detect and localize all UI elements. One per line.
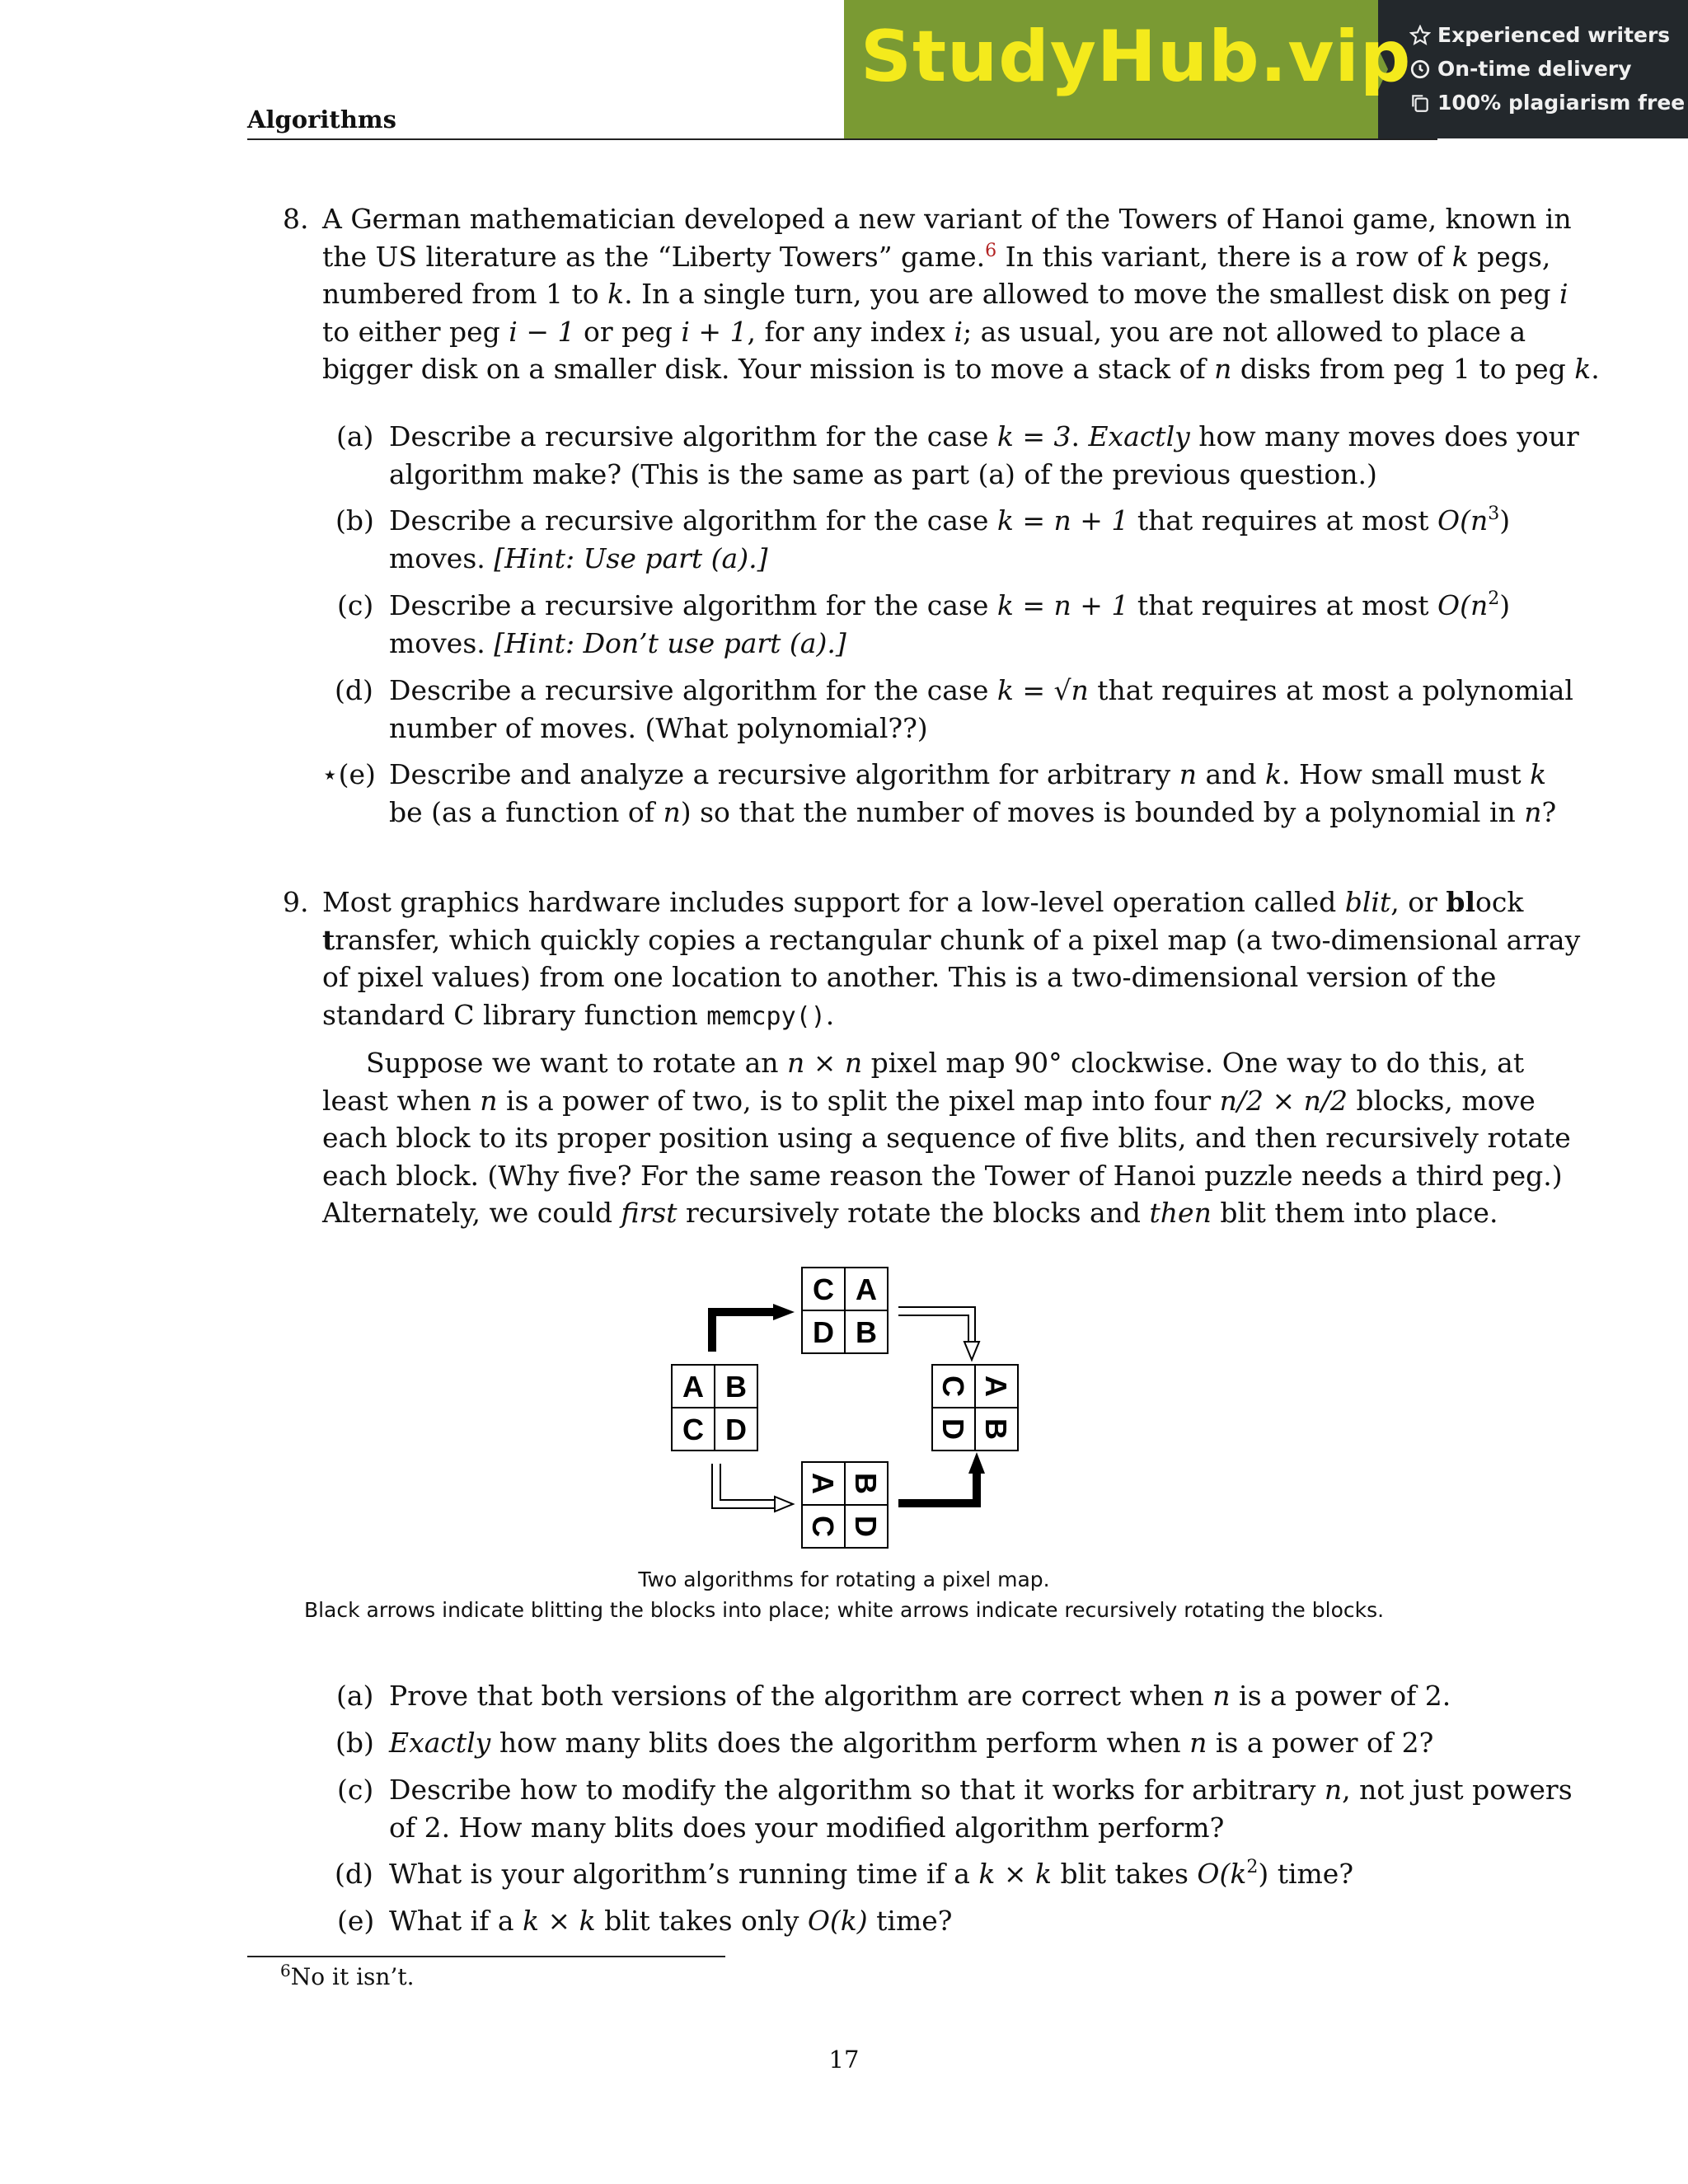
feature-label: On-time delivery [1437, 57, 1632, 81]
block-bottom [802, 1462, 888, 1548]
text-line: Alternately, we could first recursively rotate the blocks and then blit them into place. [322, 1197, 1498, 1229]
text-line: numbered from 1 to k. In a single turn, you are allowed to move the smallest disk on peg i [322, 278, 1568, 310]
feature-label: Experienced writers [1437, 23, 1671, 47]
problem-9-description [322, 1044, 1571, 1232]
white-arrow-left-to-bottom [712, 1464, 793, 1511]
problem-9-part-c [389, 1771, 1573, 1846]
feature-label: 100% plagiarism free [1437, 91, 1686, 115]
studyhub-banner[interactable] [844, 0, 1688, 138]
footnote [280, 1963, 415, 1990]
block-cell: C [682, 1413, 704, 1446]
text-line: moves. [Hint: Don’t use part (a).] [389, 626, 846, 659]
text-line: A German mathematician developed a new variant of the Towers of Hanoi game, known in [322, 203, 1572, 235]
text-line: to either peg i − 1 or peg i + 1, for any index i; as usual, you are not allowed to place a [322, 315, 1526, 348]
block-cell: B [725, 1370, 747, 1404]
text-line: Describe and analyze a recursive algorithm for arbitrary n and k. How small must k [389, 758, 1547, 790]
block-cell: B [979, 1418, 1013, 1440]
text-line: Describe a recursive algorithm for the case k = n + 1 that requires at most $O(n^2)$ [389, 588, 1511, 621]
text-line: Describe a recursive algorithm for the case k = 3. Exactly how many moves does your [389, 420, 1579, 452]
problem-9-part-b [389, 1724, 1439, 1762]
problem-8-part-e [389, 756, 1557, 831]
feature-experienced-writers [1409, 23, 1670, 47]
text-line: each block to its proper position using a sequence of five blits, and then recursively rotate [322, 1122, 1571, 1154]
rotation-figure [651, 1251, 1039, 1556]
problem-8-part-c [389, 587, 1511, 662]
part-label: (d) [335, 1858, 373, 1890]
text-line: Suppose we want to rotate an n × n pixel map 90° clockwise. One way to do this, at [366, 1047, 1525, 1079]
problem-8-part-a [389, 418, 1579, 493]
copy-icon [1409, 92, 1431, 114]
brand-logo-text[interactable]: StudyHub.vip [860, 16, 1412, 98]
black-arrow-bottom-to-right [898, 1452, 985, 1503]
text-line: bigger disk on a smaller disk. Your mission is to move a stack of n disks from peg 1 to peg k. [322, 353, 1600, 385]
block-cell: D [849, 1516, 883, 1537]
text-line: Prove that both versions of the algorithm are correct when n is a power of 2. [389, 1680, 1451, 1712]
text-line: Describe a recursive algorithm for the case k = n + 1 that requires at most $O(n^3)$ [389, 504, 1511, 537]
text-line: Most graphics hardware includes support for a low-level operation called blit, or block [322, 886, 1524, 918]
feature-plagiarism-free [1409, 91, 1685, 115]
block-cell: D [725, 1413, 747, 1446]
part-label: ⋆(e) [321, 758, 376, 790]
block-cell: D [936, 1418, 970, 1440]
text-line: least when n is a power of two, is to split the pixel map into four n/2 × n/2 blocks, move [322, 1084, 1536, 1117]
clock-icon [1409, 59, 1431, 80]
problem-9-number: 9. [283, 886, 309, 918]
part-label: (c) [337, 589, 374, 621]
star-icon [1409, 25, 1431, 46]
block-cell: D [813, 1315, 834, 1349]
text-line: Describe a recursive algorithm for the case k = √n that requires at most a polynomial [389, 674, 1573, 706]
problem-9-part-a [389, 1677, 1451, 1715]
text-line: algorithm make? (This is the same as part (a) of the previous question.) [389, 457, 1377, 490]
block-right [932, 1365, 1018, 1451]
problem-9-intro [322, 883, 1581, 1033]
text-line: standard C library function memcpy(). [322, 998, 835, 1031]
header-rule [247, 138, 1437, 140]
text-line: What if a k × k blit takes only O(k) time? [389, 1905, 953, 1937]
figure-caption-title: Two algorithms for rotating a pixel map. [638, 1568, 1050, 1591]
text-line: moves. [Hint: Use part (a).] [389, 541, 768, 574]
text-line: of pixel values) from one location to another. This is a two-dimensional version of the [322, 961, 1497, 993]
text-line: the US literature as the “Liberty Towers” game.$^6$ In this variant, there is a row of k pegs, [322, 240, 1551, 273]
text-line: of 2. How many blits does your modified algorithm perform? [389, 1811, 1225, 1844]
part-label: (b) [335, 1727, 374, 1759]
figure-caption-description: Black arrows indicate blitting the blocks into place; white arrows indicate recursively rotating the blocks. [303, 1598, 1385, 1622]
block-cell: A [856, 1272, 877, 1306]
black-arrow-left-to-top [712, 1304, 795, 1352]
problem-9-part-d [389, 1855, 1439, 1893]
page-number: 17 [828, 2046, 860, 2074]
white-arrow-top-to-right [898, 1307, 979, 1360]
problem-9-part-e [389, 1902, 1439, 1940]
block-cell: C [806, 1516, 840, 1537]
part-label: (a) [336, 420, 374, 452]
part-label: (b) [335, 504, 374, 537]
part-label: (c) [337, 1774, 374, 1806]
block-cell: A [979, 1376, 1013, 1397]
footnote-number: 6 [280, 1961, 291, 1980]
text-line: Exactly how many blits does the algorithm perform when n is a power of 2? [389, 1727, 1434, 1759]
text-line: number of moves. (What polynomial??) [389, 711, 928, 744]
text-line: Describe how to modify the algorithm so that it works for arbitrary n, not just powers [389, 1774, 1573, 1806]
block-cell: B [849, 1473, 883, 1494]
problem-8-part-d [389, 672, 1573, 747]
footnote-text: No it isn’t. [290, 1963, 415, 1990]
feature-on-time-delivery [1409, 57, 1632, 81]
text-line: transfer, which quickly copies a rectangular chunk of a pixel map (a two-dimensional array [322, 923, 1581, 956]
running-head: Algorithms [247, 105, 396, 134]
problem-8-part-b [389, 502, 1511, 577]
footnote-mark-6[interactable]: 6 [985, 240, 997, 261]
block-cell: A [682, 1370, 704, 1404]
text-line: each block. (Why five? For the same reason the Tower of Hanoi puzzle needs a third peg.) [322, 1159, 1563, 1192]
block-cell: A [806, 1473, 840, 1494]
part-label: (e) [337, 1905, 375, 1937]
problem-8-text [322, 200, 1600, 388]
block-cell: B [856, 1315, 877, 1349]
block-top [802, 1268, 888, 1353]
block-cell: C [936, 1376, 970, 1397]
footnote-rule [247, 1956, 725, 1957]
problem-8-number: 8. [283, 203, 309, 235]
block-left [672, 1365, 757, 1451]
text-line: What is your algorithm’s running time if a k × k blit takes $O(k^2)$ time? [389, 1857, 1354, 1890]
part-label: (a) [336, 1680, 374, 1712]
text-line: be (as a function of n) so that the number of moves is bounded by a polynomial in n? [389, 795, 1557, 828]
part-label: (d) [335, 674, 373, 706]
block-cell: C [813, 1272, 834, 1306]
